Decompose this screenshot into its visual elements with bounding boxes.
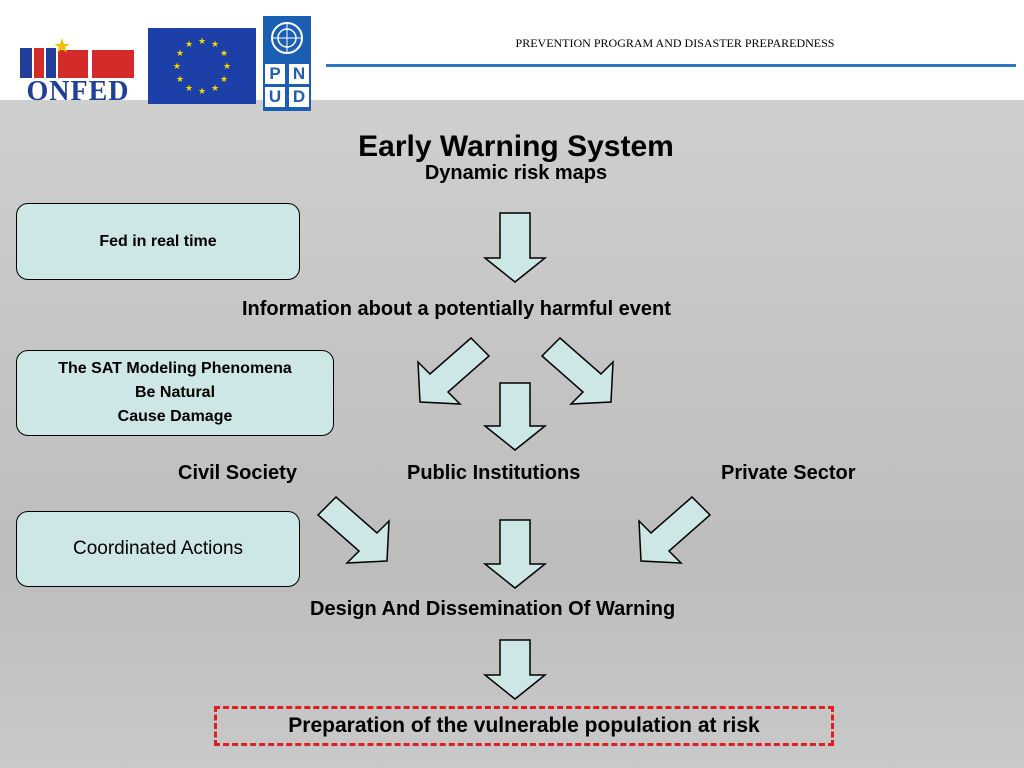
svg-text:★: ★ [210,40,220,50]
preparation-box [214,706,834,746]
svg-text:★: ★ [219,49,229,59]
arrow-diag-left-1 [418,338,489,404]
svg-text:★: ★ [184,84,194,94]
arrow-down-4 [485,640,545,699]
page-subtitle: Dynamic risk maps [424,162,608,184]
sat-line-3: Cause Damage [117,408,233,425]
undp-letter-p: P [265,64,285,84]
arrow-down-2 [485,383,545,450]
preparation-label: Preparation of the vulnerable population at risk [288,714,760,737]
undp-letter-u: U [265,87,285,107]
page-title: Early Warning System [358,130,674,163]
arrow-diag-right-2 [318,497,389,563]
information-label: Information about a potentially harmful event [242,298,671,320]
svg-text:★: ★ [175,49,185,59]
svg-text:★: ★ [172,62,182,72]
svg-text:★: ★ [184,40,194,50]
arrow-diag-right-1 [542,338,613,404]
undp-letter-n: N [289,64,309,84]
public-institutions-label: Public Institutions [407,462,581,484]
design-dissemination-label: Design And Dissemination Of Warning [310,598,676,620]
arrow-down-3 [485,520,545,588]
undp-letter-d: D [289,87,309,107]
arrow-diag-left-2 [639,497,710,563]
svg-text:★: ★ [222,62,232,72]
svg-text:★: ★ [197,37,207,47]
svg-text:★: ★ [219,75,229,85]
fed-real-time-label: Fed in real time [99,232,217,250]
onfed-logo-text: ONFED [26,76,130,107]
sat-line-2: Be Natural [134,384,216,401]
civil-society-label: Civil Society [178,462,297,484]
sat-line-1: The SAT Modeling Phenomena [58,360,292,377]
svg-text:★: ★ [197,87,207,97]
coordinated-actions-label: Coordinated Actions [72,538,244,559]
private-sector-label: Private Sector [721,462,856,484]
svg-text:★: ★ [210,84,220,94]
arrow-down-1 [485,213,545,282]
header-title: PREVENTION PROGRAM AND DISASTER PREPAREDNESS [515,36,835,50]
svg-text:★: ★ [175,75,185,85]
